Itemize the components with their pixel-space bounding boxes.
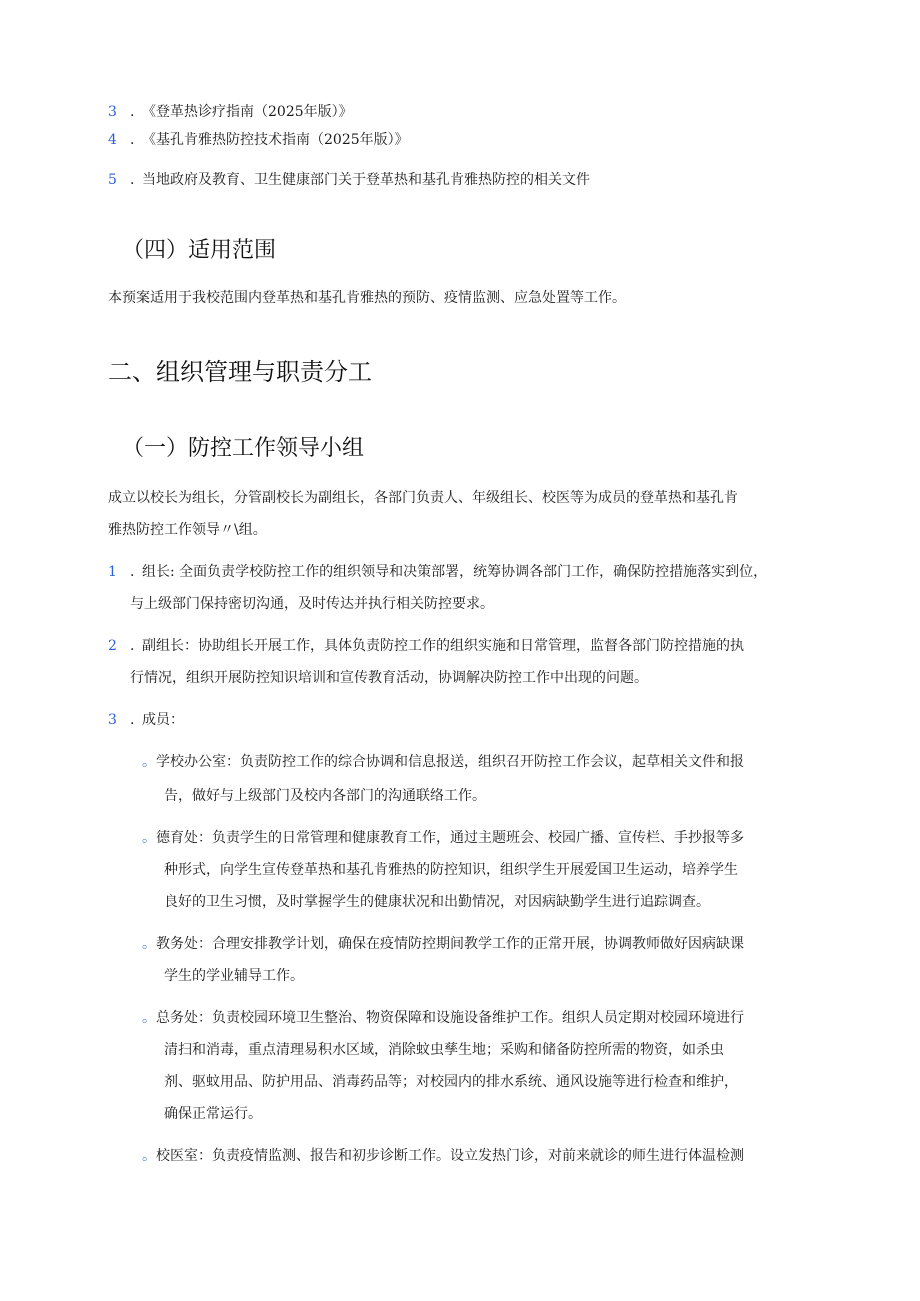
member-text: 总务处：负责校园环境卫生整治、物资保障和设施设备维护工作。组织人员定期对校园环境进行: [156, 1010, 744, 1026]
member-text: 学校办公室：负责防控工作的综合协调和信息报送，组织召开防控工作会议，起草相关文件和报: [156, 754, 744, 770]
member-text-continuation: 种形式，向学生宣传登革热和基孔肯雅热的防控知识，组织学生开展爱国卫生运动，培养学生: [164, 862, 738, 878]
scope-heading: （四）适用范围: [122, 238, 277, 263]
item-text-continuation: 行情况，组织开展防控知识培训和宣传教育活动，协调解决防控工作中出现的问题。: [130, 670, 648, 686]
member-text-continuation: 良好的卫生习惯，及时掌握学生的健康状况和出勤情况，对因病缺勤学生进行追踪调查。: [164, 894, 710, 910]
member-text-continuation: 清扫和消毒，重点清理易积水区域，消除蚊虫孳生地；采购和储备防控所需的物资，如杀虫: [164, 1042, 724, 1058]
list-separator: .: [130, 172, 135, 188]
member-item: [142, 752, 744, 772]
item-text-continuation: 与上级部门保持密切沟通，及时传达并执行相关防控要求。: [130, 596, 494, 612]
bullet-marker: 。: [142, 830, 156, 846]
list-number: 5: [108, 172, 117, 188]
member-text-continuation: 剂、驱蚊用品、防护用品、消毒药品等；对校园内的排水系统、通风设施等进行检查和维护，: [164, 1074, 738, 1090]
list-number: 3: [108, 104, 117, 120]
list-separator: .: [130, 132, 135, 148]
bullet-marker: 。: [142, 1148, 156, 1164]
bullet-marker: 。: [142, 936, 156, 952]
member-item: [142, 934, 744, 954]
reference-item: [108, 102, 353, 122]
list-number: 2: [108, 638, 117, 654]
intro-paragraph-line: 雅热防控工作领导〃\组。: [108, 522, 267, 538]
list-separator: .: [130, 712, 135, 728]
section-heading: 二、组织管理与职责分工: [108, 358, 372, 386]
bullet-marker: 。: [142, 1010, 156, 1026]
list-separator: .: [130, 638, 135, 654]
member-text: 校医室：负责疫情监测、报告和初步诊断工作。设立发热门诊，对前来就诊的师生进行体温检测: [156, 1148, 744, 1164]
member-item: [142, 1146, 744, 1166]
numbered-item: [108, 636, 744, 656]
member-item: [142, 828, 744, 848]
numbered-item: [108, 710, 184, 730]
scope-body: 本预案适用于我校范围内登革热和基孔肯雅热的预防、疫情监测、应急处置等工作。: [108, 290, 626, 306]
reference-text: 当地政府及教育、卫生健康部门关于登革热和基孔肯雅热防控的相关文件: [142, 172, 590, 188]
list-number: 4: [108, 132, 117, 148]
list-separator: .: [130, 564, 135, 580]
reference-text: 《基孔肯雅热防控技术指南（2025年版）》: [142, 132, 409, 148]
member-text-continuation: 学生的学业辅导工作。: [164, 968, 304, 984]
intro-paragraph-line: 成立以校长为组长，分管副校长为副组长，各部门负责人、年级组长、校医等为成员的登革热和基孔肯: [108, 490, 738, 506]
item-text: 组长: 全面负责学校防控工作的组织领导和决策部署，统筹协调各部门工作，确保防控措施落实到位，: [142, 564, 768, 580]
numbered-item: [108, 562, 767, 582]
member-text-continuation: 确保正常运行。: [164, 1106, 262, 1122]
member-text-continuation: 告，做好与上级部门及校内各部门的沟通联络工作。: [164, 788, 486, 804]
member-item: [142, 1008, 744, 1028]
bullet-marker: 。: [142, 754, 156, 770]
member-text: 教务处：合理安排教学计划，确保在疫情防控期间教学工作的正常开展，协调教师做好因病缺课: [156, 936, 744, 952]
member-text: 德育处：负责学生的日常管理和健康教育工作，通过主题班会、校园广播、宣传栏、手抄报等多: [156, 830, 744, 846]
item-text: 副组长：协助组长开展工作，具体负责防控工作的组织实施和日常管理，监督各部门防控措施的执: [142, 638, 744, 654]
list-separator: .: [130, 104, 135, 120]
reference-text: 《登革热诊疗指南（2025年版）》: [142, 104, 353, 120]
reference-item: [108, 130, 409, 150]
item-text: 成员：: [142, 712, 184, 728]
subsection-heading: （一）防控工作领导小组: [122, 436, 365, 461]
list-number: 3: [108, 712, 117, 728]
reference-item: [108, 170, 590, 190]
list-number: 1: [108, 564, 117, 580]
